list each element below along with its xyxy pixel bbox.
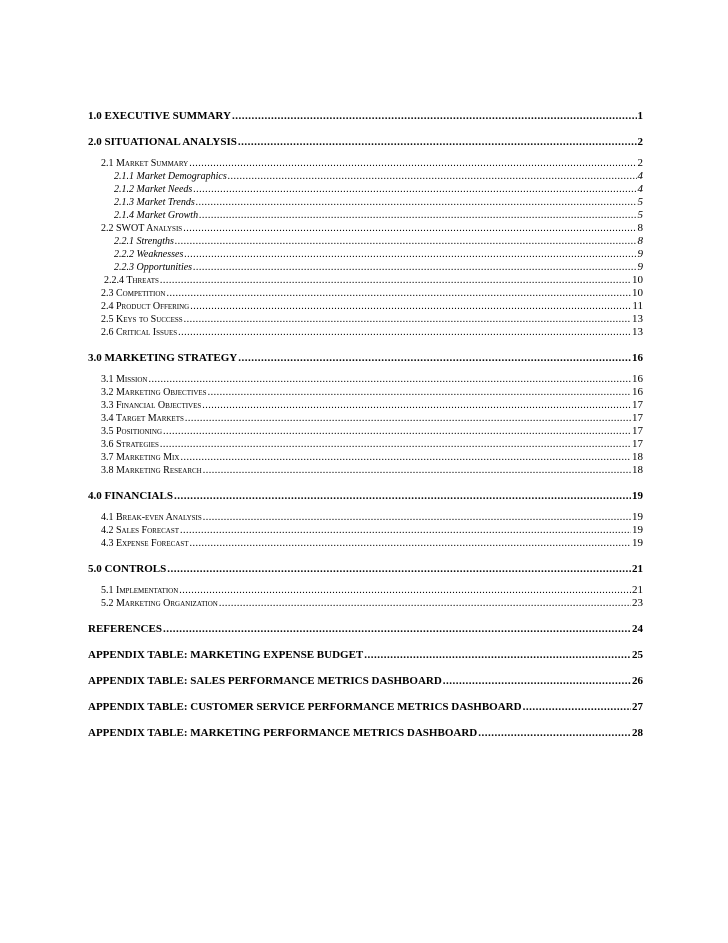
toc-dot-leader [183,222,636,235]
toc-page-number: 21 [632,584,643,596]
toc-entry[interactable] [88,235,643,248]
toc-dot-leader [478,727,631,740]
toc-entry[interactable] [88,451,643,464]
toc-page-number: 16 [632,386,643,398]
toc-entry-label: 2.1.2 Market Needs [114,184,193,195]
toc-dot-leader [184,248,636,261]
toc-entry-label: 2.2.3 Opportunities [114,262,193,273]
toc-dot-leader [364,649,631,662]
toc-dot-leader [202,399,631,412]
toc-dot-leader [163,425,631,438]
toc-page-number: 10 [632,274,643,286]
toc-entry[interactable] [88,597,643,610]
toc-page-number: 13 [632,326,643,338]
toc-entry-label: 2.6 Critical Issues [101,327,178,338]
toc-entry-label: 2.0 SITUATIONAL ANALYSIS [88,136,237,148]
toc-page-number: 17 [632,425,643,437]
toc-dot-leader [179,584,631,597]
toc-entry[interactable] [88,313,643,326]
toc-entry[interactable] [88,727,643,740]
toc-entry-label: 4.0 FINANCIALS [88,490,173,502]
toc-dot-leader [148,373,631,386]
toc-dot-leader [203,511,631,524]
toc-dot-leader [443,675,631,688]
toc-dot-leader [180,524,631,537]
toc-entry-label: APPENDIX TABLE: SALES PERFORMANCE METRICS DASHBOARD [88,675,442,687]
toc-entry-label: 5.0 CONTROLS [88,563,167,575]
toc-dot-leader [190,300,631,313]
toc-dot-leader [180,451,631,464]
toc-page-number: 13 [632,313,643,325]
toc-entry[interactable] [88,524,643,537]
toc-page-number: 2 [637,157,643,169]
toc-dot-leader [228,170,637,183]
toc-entry[interactable] [88,326,643,339]
toc-dot-leader [199,209,636,222]
toc-page-number: 9 [637,248,643,260]
toc-page-number: 8 [637,235,643,247]
toc-entry-label: 2.4 Product Offering [101,301,190,312]
toc-entry-label: APPENDIX TABLE: MARKETING EXPENSE BUDGET [88,649,364,661]
toc-page-number: 19 [632,511,643,523]
toc-dot-leader [219,597,631,610]
toc-entry-label: 2.2.4 Threats [104,275,159,286]
toc-dot-leader [190,537,631,550]
toc-page-number: 19 [632,537,643,549]
toc-entry[interactable] [88,300,643,313]
toc-dot-leader [160,274,631,287]
toc-entry-label: 3.3 Financial Objectives [101,400,202,411]
toc-page-number: 25 [632,649,643,661]
toc-dot-leader [203,464,631,477]
toc-entry[interactable] [88,399,643,412]
toc-entry[interactable] [88,157,643,170]
toc-entry[interactable] [88,490,643,503]
toc-page-number: 19 [632,490,643,502]
toc-entry-label: 4.3 Expense Forecast [101,538,189,549]
toc-page-number: 5 [637,209,643,221]
toc-dot-leader [208,386,631,399]
toc-entry-label: 3.7 Marketing Mix [101,452,180,463]
toc-page-number: 4 [637,170,643,182]
toc-entry-label: APPENDIX TABLE: MARKETING PERFORMANCE METRICS DASHBOARD [88,727,478,739]
toc-entry[interactable] [88,261,643,274]
toc-dot-leader [185,412,631,425]
toc-page-number: 17 [632,399,643,411]
toc-entry-label: 5.2 Marketing Organization [101,598,218,609]
toc-page-number: 16 [632,373,643,385]
toc-page-number: 21 [632,563,643,575]
toc-page-number: 17 [632,438,643,450]
toc-entry[interactable] [88,537,643,550]
toc-entry[interactable] [88,675,643,688]
toc-dot-leader [193,261,636,274]
toc-entry-label: 2.2.1 Strengths [114,236,174,247]
toc-entry-label: 2.5 Keys to Success [101,314,183,325]
toc-dot-leader [174,490,631,503]
toc-page-number: 24 [632,623,643,635]
toc-page-number: 11 [632,300,643,312]
toc-page-number: 28 [632,727,643,739]
toc-page-number: 26 [632,675,643,687]
toc-dot-leader [193,183,636,196]
toc-entry[interactable] [88,110,643,123]
toc-entry[interactable] [88,584,643,597]
toc-dot-leader [184,313,631,326]
toc-page-number: 18 [632,451,643,463]
toc-entry[interactable] [88,511,643,524]
toc-entry[interactable] [88,274,643,287]
toc-entry-label: 4.1 Break-even Analysis [101,512,202,523]
toc-entry-label: 1.0 EXECUTIVE SUMMARY [88,110,231,122]
toc-entry-label: 4.2 Sales Forecast [101,525,180,536]
toc-entry-label: 3.1 Mission [101,374,148,385]
toc-page-number: 19 [632,524,643,536]
toc-entry-label: 2.2.2 Weaknesses [114,249,184,260]
toc-entry-label: 2.2 SWOT Analysis [101,223,183,234]
toc-dot-leader [163,623,631,636]
toc-entry[interactable] [88,464,643,477]
toc-entry[interactable] [88,248,643,261]
toc-dot-leader [196,196,637,209]
toc-entry[interactable] [88,136,643,149]
toc-page-number: 27 [632,701,643,713]
toc-page-number: 17 [632,412,643,424]
toc-entry[interactable] [88,352,643,365]
toc-entry-label: 3.6 Strategies [101,439,159,450]
table-of-contents [88,110,643,740]
toc-entry[interactable] [88,425,643,438]
toc-entry[interactable] [88,287,643,300]
toc-entry-label: 3.0 MARKETING STRATEGY [88,352,238,364]
toc-entry[interactable] [88,701,643,714]
toc-entry-label: 3.5 Positioning [101,426,162,437]
toc-dot-leader [238,136,637,149]
toc-entry-label: 3.4 Target Markets [101,413,184,424]
toc-entry-label: 2.3 Competition [101,288,166,299]
toc-entry[interactable] [88,563,643,576]
toc-entry-label: 3.2 Marketing Objectives [101,387,207,398]
toc-dot-leader [232,110,637,123]
toc-entry[interactable] [88,623,643,636]
toc-entry[interactable] [88,183,643,196]
toc-page-number: 8 [637,222,643,234]
toc-dot-leader [167,563,631,576]
toc-entry[interactable] [88,209,643,222]
toc-dot-leader [189,157,636,170]
toc-entry[interactable] [88,386,643,399]
toc-dot-leader [175,235,637,248]
toc-entry-label: 2.1.4 Market Growth [114,210,199,221]
toc-entry[interactable] [88,196,643,209]
toc-entry-label: 2.1 Market Summary [101,158,189,169]
toc-entry-label: APPENDIX TABLE: CUSTOMER SERVICE PERFORMANCE METRICS DASHBOARD [88,701,522,713]
toc-page-number: 9 [637,261,643,273]
toc-dot-leader [238,352,631,365]
toc-entry-label: 2.1.1 Market Demographics [114,171,227,182]
toc-page-number: 10 [632,287,643,299]
toc-page-number: 23 [632,597,643,609]
toc-page-number: 16 [632,352,643,364]
toc-entry[interactable] [88,649,643,662]
toc-entry[interactable] [88,438,643,451]
toc-dot-leader [166,287,631,300]
toc-dot-leader [178,326,631,339]
toc-dot-leader [523,701,631,714]
toc-entry-label: REFERENCES [88,623,162,635]
toc-page-number: 1 [637,110,643,122]
toc-entry-label: 5.1 Implementation [101,585,179,596]
toc-page-number: 18 [632,464,643,476]
toc-entry[interactable] [88,222,643,235]
toc-page-number: 5 [637,196,643,208]
toc-entry[interactable] [88,170,643,183]
toc-page-number: 2 [637,136,643,148]
toc-entry[interactable] [88,373,643,386]
toc-dot-leader [160,438,631,451]
toc-entry-label: 2.1.3 Market Trends [114,197,195,208]
toc-page-number: 4 [637,183,643,195]
toc-entry-label: 3.8 Marketing Research [101,465,202,476]
toc-entry[interactable] [88,412,643,425]
